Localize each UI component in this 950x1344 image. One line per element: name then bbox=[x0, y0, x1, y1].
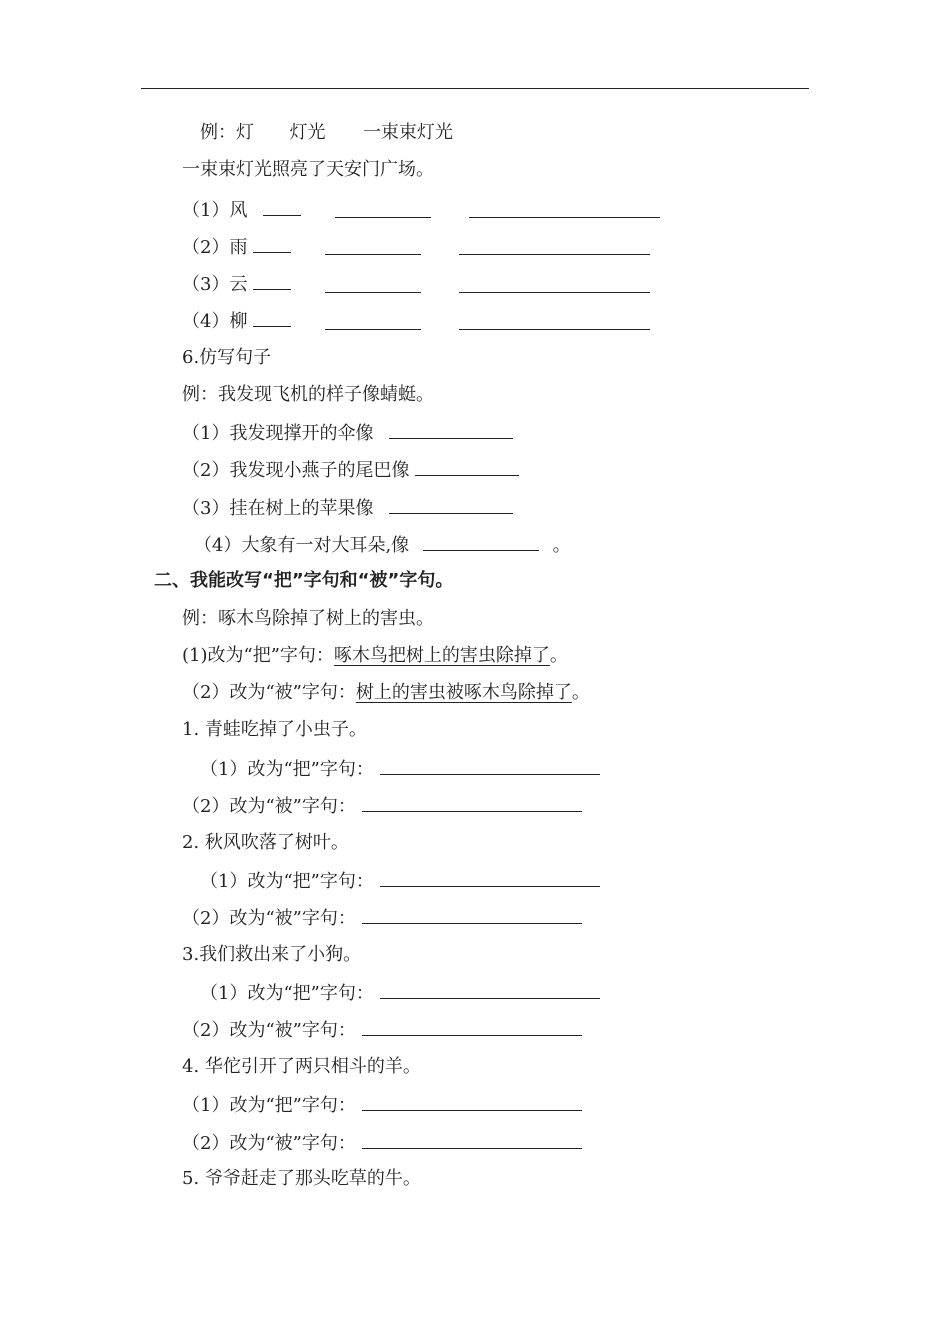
answer-blank[interactable] bbox=[362, 905, 582, 924]
answer-blank[interactable] bbox=[253, 271, 291, 290]
bei-label: （2）改为“被”字句： bbox=[182, 1020, 356, 1041]
answer-blank[interactable] bbox=[263, 197, 301, 216]
answer-blank[interactable] bbox=[253, 308, 291, 327]
end-mark: 。 bbox=[552, 535, 571, 556]
example-sentence: 一束束灯光照亮了天安门广场。 bbox=[182, 159, 434, 180]
answer-blank[interactable] bbox=[459, 329, 650, 330]
bei-label: （2）改为“被”字句： bbox=[182, 908, 356, 929]
bei-answer: 树上的害虫被啄木鸟除掉了 bbox=[355, 682, 572, 703]
ba-row bbox=[182, 1092, 582, 1118]
example-word-2: 灯光 bbox=[289, 122, 326, 143]
answer-blank[interactable] bbox=[325, 292, 421, 293]
imitate-prompt: （2）我发现小燕子的尾巴像 bbox=[182, 460, 410, 481]
answer-blank[interactable] bbox=[389, 495, 513, 514]
word-item-3 bbox=[182, 271, 291, 297]
answer-blank[interactable] bbox=[362, 1017, 582, 1036]
section-6-title: 6.仿写句子 bbox=[182, 347, 272, 368]
period: 。 bbox=[549, 645, 568, 666]
answer-blank[interactable] bbox=[325, 329, 421, 330]
word-item-4 bbox=[182, 308, 291, 334]
ba-row bbox=[200, 868, 600, 894]
imitate-prompt: （4）大象有一对大耳朵,像 bbox=[194, 535, 410, 556]
ba-label: （1）改为“把”字句： bbox=[200, 871, 374, 892]
bei-row bbox=[182, 793, 582, 819]
example-answer-bei bbox=[182, 681, 590, 705]
bei-label: （2）改为“被”字句： bbox=[182, 1133, 356, 1154]
answer-blank[interactable] bbox=[380, 980, 600, 999]
imitate-prompt: （1）我发现撑开的伞像 bbox=[182, 423, 374, 444]
word-item-label: （1）风 bbox=[182, 200, 248, 221]
imitate-item-2 bbox=[182, 457, 519, 483]
word-item-label: （4）柳 bbox=[182, 311, 248, 332]
word-item-label: （3）云 bbox=[182, 274, 248, 295]
answer-blank[interactable] bbox=[362, 793, 582, 812]
header-rule bbox=[141, 88, 809, 89]
ba-answer: 啄木鸟把树上的害虫除掉了 bbox=[333, 645, 550, 666]
answer-blank[interactable] bbox=[325, 254, 421, 255]
bei-row bbox=[182, 1130, 582, 1156]
example-answer-ba bbox=[182, 644, 568, 668]
answer-blank[interactable] bbox=[469, 217, 660, 218]
section-2-heading: 二、我能改写“把”字句和“被”字句。 bbox=[154, 570, 454, 591]
answer-blank[interactable] bbox=[380, 756, 600, 775]
answer-blank[interactable] bbox=[362, 1130, 582, 1149]
question-2: 2. 秋风吹落了树叶。 bbox=[182, 832, 349, 853]
imitate-item-1 bbox=[182, 420, 513, 446]
imitate-item-3 bbox=[182, 495, 513, 521]
ba-prefix: (1)改为“把”字句： bbox=[182, 645, 334, 666]
bei-prefix: （2）改为“被”字句： bbox=[182, 682, 356, 703]
bei-row bbox=[182, 905, 582, 931]
word-item-2 bbox=[182, 234, 291, 260]
question-3: 3.我们救出来了小狗。 bbox=[182, 944, 362, 965]
example-word-3: 一束束灯光 bbox=[362, 122, 453, 143]
answer-blank[interactable] bbox=[459, 292, 650, 293]
ba-label: （1）改为“把”字句： bbox=[200, 759, 374, 780]
question-4: 4. 华佗引开了两只相斗的羊。 bbox=[182, 1056, 421, 1077]
question-1: 1. 青蛙吃掉了小虫子。 bbox=[182, 719, 367, 740]
bei-label: （2）改为“被”字句： bbox=[182, 796, 356, 817]
word-item-label: （2）雨 bbox=[182, 237, 248, 258]
answer-blank[interactable] bbox=[362, 1092, 582, 1111]
answer-blank[interactable] bbox=[459, 254, 650, 255]
period: 。 bbox=[571, 682, 590, 703]
ba-row bbox=[200, 756, 600, 782]
answer-blank[interactable] bbox=[389, 420, 513, 439]
example-line bbox=[200, 121, 453, 145]
answer-blank[interactable] bbox=[380, 868, 600, 887]
ba-label: （1）改为“把”字句： bbox=[182, 1095, 356, 1116]
section-6-example: 例：我发现飞机的样子像蜻蜓。 bbox=[182, 384, 434, 405]
ba-row bbox=[200, 980, 600, 1006]
example-word-1: 例：灯 bbox=[200, 122, 254, 143]
answer-blank[interactable] bbox=[415, 457, 519, 476]
answer-blank[interactable] bbox=[423, 532, 539, 551]
imitate-prompt: （3）挂在树上的苹果像 bbox=[182, 498, 374, 519]
answer-blank[interactable] bbox=[253, 234, 291, 253]
imitate-item-4 bbox=[194, 532, 571, 558]
answer-blank[interactable] bbox=[335, 217, 431, 218]
bei-row bbox=[182, 1017, 582, 1043]
section-2-example: 例：啄木鸟除掉了树上的害虫。 bbox=[182, 608, 434, 629]
ba-label: （1）改为“把”字句： bbox=[200, 983, 374, 1004]
question-5: 5. 爷爷赶走了那头吃草的牛。 bbox=[182, 1168, 421, 1189]
word-item-1 bbox=[182, 197, 301, 223]
